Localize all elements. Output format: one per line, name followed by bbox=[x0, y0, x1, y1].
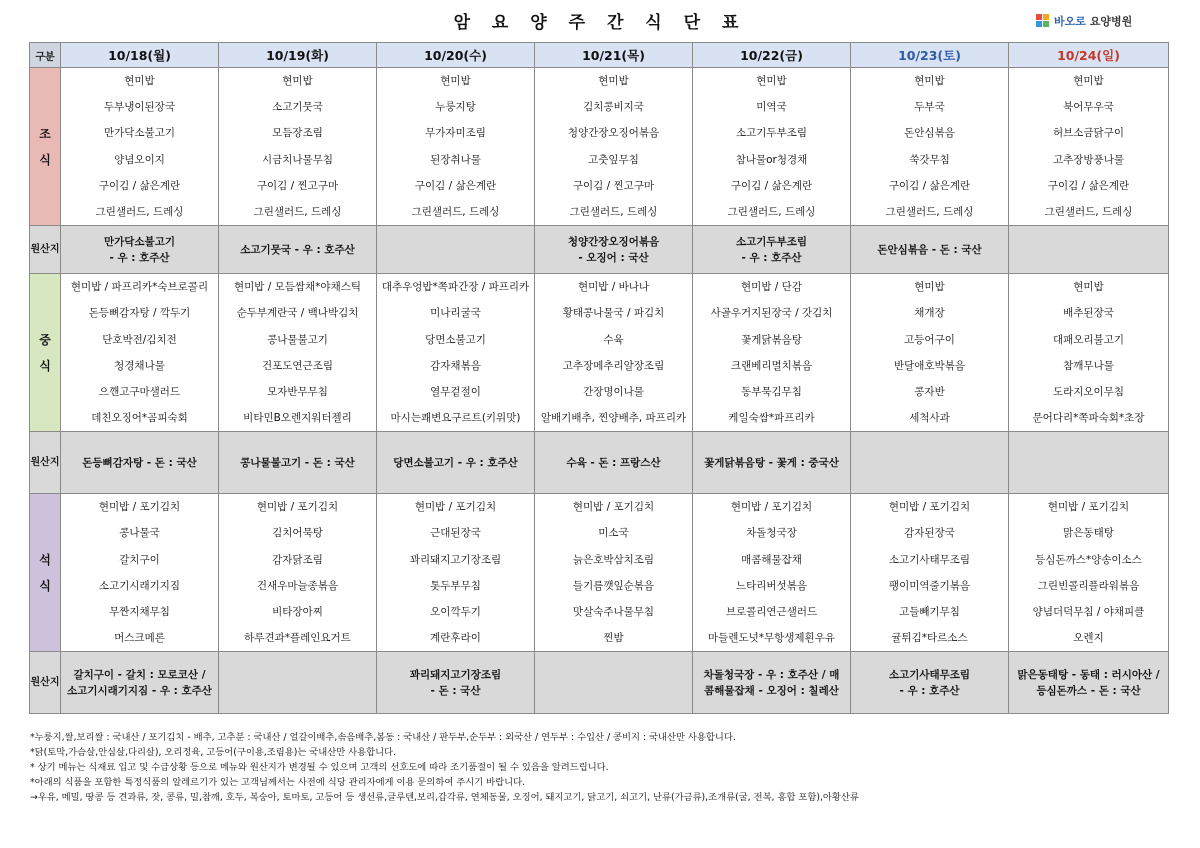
dish-item: 그린샐러드, 드레싱 bbox=[95, 205, 184, 218]
dinner-label bbox=[30, 494, 61, 652]
dinner-origin-cell bbox=[1009, 652, 1169, 714]
dinner-cell bbox=[693, 494, 851, 652]
dish-item: 고춧잎무침 bbox=[588, 153, 639, 166]
lunch-origin-cell bbox=[377, 432, 535, 494]
origin-line: 꽃게닭볶음탕 - 꽃게 : 중국산 bbox=[704, 456, 839, 469]
dish-item: 현미밥 / 단감 bbox=[741, 281, 802, 294]
dish-item: 건포도연근조림 bbox=[261, 359, 333, 372]
breakfast-cell bbox=[693, 68, 851, 226]
dish-item: 늙은호박삼치조림 bbox=[572, 553, 655, 566]
label-char: 지 bbox=[49, 243, 60, 255]
origin-line: 맑은동태탕 - 동태 : 러시아산 / bbox=[1017, 668, 1160, 681]
dish-item: 등심돈까스*양송이소스 bbox=[1035, 553, 1142, 566]
breakfast-origin-cell bbox=[851, 226, 1009, 274]
dish-item: 청경채나물 bbox=[114, 359, 165, 372]
note-line: * 상기 메뉴는 식재료 입고 및 수급상황 등으로 메뉴와 원산지가 변경될 수 있으며 고객의 선호도에 따라 조기품절이 될 수 있음을 알려드립니다. bbox=[30, 762, 609, 773]
origin-line: 꽈리돼지고기장조림 bbox=[409, 668, 502, 681]
lunch-origin-cell bbox=[219, 432, 377, 494]
dish-item: 콩나물국 bbox=[119, 527, 160, 540]
label-char: 식 bbox=[39, 358, 51, 373]
lunch-label bbox=[30, 274, 61, 432]
dish-item: 구이김 / 삶은계란 bbox=[98, 179, 181, 192]
origin-line: 소고기사태무조림 bbox=[888, 668, 971, 681]
origin-line: 차돌청국장 - 우 : 호주산 / 매 bbox=[703, 668, 840, 681]
lunch-cell bbox=[1009, 274, 1169, 432]
dish-item: 무가자미조림 bbox=[425, 127, 486, 140]
dish-item: 소고기뭇국 bbox=[272, 101, 323, 114]
dinner-cell bbox=[851, 494, 1009, 652]
origin-line: 당면소불고기 - 우 : 호주산 bbox=[393, 456, 518, 469]
dish-item: 구이김 / 삶은계란 bbox=[414, 179, 497, 192]
dish-item: 모듬장조림 bbox=[272, 127, 323, 140]
dish-item: 현미밥 / 포기김치 bbox=[888, 501, 971, 514]
dish-item: 현미밥 bbox=[756, 75, 787, 87]
origin-line: 콤해물잡채 - 오징어 : 칠레산 bbox=[704, 684, 839, 697]
day-header-sunday: 10/24(일) bbox=[1009, 43, 1169, 68]
dish-item: 고추장메추리알장조림 bbox=[562, 359, 665, 372]
dish-item: 무짠지채무침 bbox=[109, 606, 170, 618]
dish-item: 현미밥 / 포기김치 bbox=[98, 501, 181, 514]
label-char: 지 bbox=[49, 456, 60, 468]
lunch-origin-cell bbox=[61, 432, 219, 494]
dish-item: 단호박전/김치전 bbox=[102, 333, 177, 346]
day-header: 10/21(목) bbox=[535, 43, 693, 68]
day-header: 10/20(수) bbox=[377, 43, 535, 68]
dish-item: 구이김 / 찐고구마 bbox=[256, 179, 339, 192]
lunch-cell bbox=[851, 274, 1009, 432]
dish-item: 고추장방풍나물 bbox=[1052, 153, 1124, 166]
origin-line: - 돈 : 국산 bbox=[430, 684, 481, 697]
dish-item: 소고기사태무조림 bbox=[888, 553, 971, 566]
dish-item: 매콤해물잡채 bbox=[741, 553, 802, 566]
label-char: 식 bbox=[39, 152, 51, 167]
dish-item: 현미밥 / 포기김치 bbox=[414, 501, 497, 514]
dish-item: 청양간장오징어볶음 bbox=[567, 127, 660, 140]
dish-item: 현미밥 bbox=[282, 75, 313, 87]
dish-item: 맛살숙주나물무침 bbox=[572, 606, 655, 618]
label-char: 조 bbox=[39, 126, 51, 141]
breakfast-row bbox=[30, 68, 1169, 226]
dish-item: 고등어구이 bbox=[904, 333, 955, 346]
lunch-origin-cell bbox=[1009, 432, 1169, 494]
lunch-origin-cell bbox=[535, 432, 693, 494]
dish-item: 소고기두부조림 bbox=[735, 127, 807, 140]
dinner-origin-cell bbox=[61, 652, 219, 714]
dish-item: 감자채볶음 bbox=[430, 359, 481, 372]
dish-item: 누룽지탕 bbox=[435, 101, 476, 114]
dish-item: 마시는쾌변요구르트(키위맛) bbox=[390, 412, 521, 425]
dish-item: 오이깍두기 bbox=[430, 606, 481, 618]
lunch-cell bbox=[61, 274, 219, 432]
origin-line: 소고기뭇국 - 우 : 호주산 bbox=[240, 243, 355, 256]
note-line: *아래의 식품을 포함한 특정식품의 알레르기가 있는 고객님께서는 사전에 식당 관리자에게 이용 문의하여 주시기 바랍니다. bbox=[30, 777, 526, 788]
dish-item: 모자반무무침 bbox=[267, 385, 328, 398]
dish-item: 케일숙쌈*파프리카 bbox=[728, 412, 815, 425]
dish-item: 채개장 bbox=[914, 307, 945, 320]
dinner-origin-cell bbox=[693, 652, 851, 714]
header-row bbox=[30, 43, 1169, 68]
dish-item: 현미밥 bbox=[1073, 281, 1104, 294]
label-char: 산 bbox=[40, 456, 50, 468]
lunch-cell bbox=[377, 274, 535, 432]
dish-item: 현미밥 / 모듬쌈채*야채스틱 bbox=[233, 281, 362, 294]
dish-item: 미역국 bbox=[756, 101, 787, 114]
dish-item: 세척사과 bbox=[909, 412, 950, 425]
day-header-saturday: 10/23(토) bbox=[851, 43, 1009, 68]
dish-item: 브로콜리연근샐러드 bbox=[725, 606, 818, 618]
label-char: 원 bbox=[30, 243, 41, 255]
dish-item: 으깬고구마샐러드 bbox=[98, 385, 181, 398]
dish-item: 그린샐러드, 드레싱 bbox=[1044, 205, 1133, 218]
note-line: *누룽지,쌀,보리쌀 : 국내산 / 포기김치 - 배추, 고추분 : 국내산 / 얼갈이배추,솎음배추,봄동 : 국내산 / 판두부,순두부 : 외국산 / 연두부 : 수입산 / 콩비지 : 국내산만 사용합니다. bbox=[30, 732, 736, 743]
dish-item: 양념오이지 bbox=[114, 153, 165, 166]
day-header: 10/19(화) bbox=[219, 43, 377, 68]
lunch-cell bbox=[219, 274, 377, 432]
dinner-cell bbox=[61, 494, 219, 652]
dish-item: 순두부계란국 / 백나박김치 bbox=[236, 307, 359, 320]
dish-item: 대추우엉밥*쪽파간장 / 파프리카 bbox=[381, 281, 530, 294]
dinner-origin-label bbox=[30, 652, 61, 714]
breakfast-label bbox=[30, 68, 61, 226]
dish-item: 콩나물불고기 bbox=[267, 333, 328, 346]
breakfast-origin-cell bbox=[61, 226, 219, 274]
dish-item: 감자된장국 bbox=[904, 527, 955, 540]
dish-item: 계란후라이 bbox=[430, 632, 481, 645]
dish-item: 감자닭조림 bbox=[272, 553, 323, 566]
label-char: 산 bbox=[40, 676, 50, 688]
origin-line: 등심돈까스 - 돈 : 국산 bbox=[1036, 684, 1141, 697]
dish-item: 찐밤 bbox=[603, 632, 624, 645]
origin-line: 수육 - 돈 : 프랑스산 bbox=[566, 456, 661, 469]
label-char: 지 bbox=[49, 676, 60, 688]
breakfast-origin-row bbox=[30, 226, 1169, 274]
dish-item: 참나물or청경채 bbox=[735, 153, 808, 166]
label-char: 식 bbox=[39, 578, 51, 593]
lunch-cell bbox=[693, 274, 851, 432]
lunch-origin-row bbox=[30, 432, 1169, 494]
dish-item: 수육 bbox=[603, 333, 624, 346]
note-line: →우유, 메밀, 땅콩 등 견과류, 잣, 콩류, 밀,참깨, 호두, 복숭아, 토마토, 고등어 등 생선류,글루텐,보리,갑각류, 연체동물, 오징어, 돼지고기, 닭고기, 쇠고기, 난류(가금류),조개류(굴, 전복, 홍합 포함),아황산류 bbox=[30, 792, 859, 803]
dish-item: 만가닥소불고기 bbox=[103, 127, 175, 140]
page-title: 암 요 양 주 간 식 단 표 bbox=[453, 13, 747, 33]
dish-item: 소고기시래기지짐 bbox=[98, 579, 181, 592]
label-char: 석 bbox=[39, 552, 51, 567]
logo-icon bbox=[1036, 14, 1050, 28]
dish-item: 현미밥 / 포기김치 bbox=[730, 501, 813, 514]
dish-item: 돈안심볶음 bbox=[904, 127, 955, 140]
dish-item: 알배기배추, 찐양배추, 파프리카 bbox=[540, 412, 687, 425]
dinner-origin-cell bbox=[219, 652, 377, 714]
day-header: 10/18(월) bbox=[61, 43, 219, 68]
dish-item: 그린샐러드, 드레싱 bbox=[885, 205, 974, 218]
dish-item: 현미밥 bbox=[1073, 75, 1104, 87]
dish-item: 현미밥 / 바나나 bbox=[577, 281, 650, 294]
label-char: 중 bbox=[39, 332, 51, 347]
breakfast-cell bbox=[1009, 68, 1169, 226]
dish-item: 사골우거지된장국 / 갓김치 bbox=[710, 307, 833, 320]
dish-item: 현미밥 bbox=[124, 75, 155, 87]
dish-item: 머스크메론 bbox=[114, 632, 165, 645]
dish-item: 그린샐러드, 드레싱 bbox=[569, 205, 658, 218]
origin-line: - 오징어 : 국산 bbox=[578, 251, 649, 264]
dish-item: 데친오징어*곰피숙회 bbox=[91, 412, 188, 425]
dish-item: 그린샐러드, 드레싱 bbox=[727, 205, 816, 218]
dish-item: 느타리버섯볶음 bbox=[735, 579, 807, 592]
dish-item: 톳두부무침 bbox=[430, 579, 481, 592]
breakfast-origin-label bbox=[30, 226, 61, 274]
dish-item: 현미밥 / 파프리카*숙브로콜리 bbox=[70, 281, 209, 294]
dish-item: 비타장아찌 bbox=[272, 606, 323, 618]
dish-item: 미소국 bbox=[598, 527, 629, 540]
dish-item: 도라지오이무침 bbox=[1052, 385, 1124, 398]
dinner-origin-cell bbox=[851, 652, 1009, 714]
origin-line: 소고기두부조림 bbox=[735, 235, 807, 248]
dish-item: 김치콩비지국 bbox=[583, 101, 644, 114]
dinner-cell bbox=[1009, 494, 1169, 652]
dish-item: 꽈리돼지고기장조림 bbox=[409, 553, 502, 566]
dish-item: 북어무우국 bbox=[1063, 101, 1114, 114]
dish-item: 현미밥 / 포기김치 bbox=[1047, 501, 1130, 514]
dish-item: 콩자반 bbox=[914, 385, 945, 398]
dish-item: 하루견과*플레인요거트 bbox=[244, 632, 351, 645]
origin-line: - 우 : 호주산 bbox=[899, 684, 960, 697]
dish-item: 근대된장국 bbox=[430, 527, 481, 540]
breakfast-cell bbox=[61, 68, 219, 226]
origin-line: 만가닥소불고기 bbox=[103, 235, 175, 248]
gubun-header: 구분 bbox=[30, 43, 61, 68]
logo-text: 바오로 요양병원 bbox=[1054, 15, 1133, 28]
dish-item: 간장명이나물 bbox=[583, 385, 644, 398]
hospital-logo bbox=[1036, 10, 1132, 32]
dish-item: 허브소금닭구이 bbox=[1052, 127, 1124, 140]
day-header: 10/22(금) bbox=[693, 43, 851, 68]
dish-item: 당면소불고기 bbox=[425, 333, 486, 346]
note-line: *닭(토막,가슴살,안심살,다리살), 오리정육, 고등어(구이용,조림용)는 국내산만 사용합니다. bbox=[30, 747, 396, 758]
origin-line: 갈치구이 - 갈치 : 모로코산 / bbox=[73, 668, 206, 681]
breakfast-origin-cell bbox=[219, 226, 377, 274]
dinner-origin-cell bbox=[535, 652, 693, 714]
notes bbox=[30, 730, 1170, 805]
dish-item: 양념더덕무침 / 야채피클 bbox=[1032, 606, 1145, 618]
dish-item: 현미밥 / 포기김치 bbox=[572, 501, 655, 514]
dish-item: 마들렌도넛*무항생제흰우유 bbox=[708, 632, 835, 645]
dish-item: 팽이미역줄기볶음 bbox=[888, 579, 971, 592]
lunch-origin-cell bbox=[693, 432, 851, 494]
dish-item: 두부냉이된장국 bbox=[103, 101, 175, 114]
dish-item: 그린빈콜리플라워볶음 bbox=[1037, 579, 1140, 592]
dish-item: 건새우마늘종볶음 bbox=[256, 579, 339, 592]
lunch-origin-label bbox=[30, 432, 61, 494]
dish-item: 구이김 / 삶은계란 bbox=[888, 179, 971, 192]
weekly-menu-table bbox=[29, 42, 1169, 714]
origin-line: 콩나물불고기 - 돈 : 국산 bbox=[240, 456, 355, 469]
label-char: 산 bbox=[40, 243, 50, 255]
dish-item: 동부묵김무침 bbox=[741, 385, 802, 398]
dish-item: 김치어묵탕 bbox=[272, 527, 323, 540]
origin-line: 돈안심볶음 - 돈 : 국산 bbox=[877, 243, 982, 256]
dish-item: 현미밥 bbox=[598, 75, 629, 87]
origin-line: - 우 : 호주산 bbox=[741, 251, 802, 264]
lunch-origin-cell bbox=[851, 432, 1009, 494]
dish-item: 맑은동태탕 bbox=[1063, 527, 1114, 540]
dish-item: 구이김 / 삶은계란 bbox=[730, 179, 813, 192]
breakfast-origin-cell bbox=[377, 226, 535, 274]
dish-item: 구이김 / 찐고구마 bbox=[572, 179, 655, 192]
dish-item: 배추된장국 bbox=[1063, 307, 1114, 320]
breakfast-cell bbox=[535, 68, 693, 226]
dish-item: 대패오리불고기 bbox=[1052, 333, 1124, 346]
dinner-cell bbox=[535, 494, 693, 652]
dish-item: 참깨무나물 bbox=[1063, 359, 1114, 372]
lunch-row bbox=[30, 274, 1169, 432]
dish-item: 크랜베리멸치볶음 bbox=[730, 359, 813, 372]
dish-item: 갈치구이 bbox=[119, 553, 160, 566]
dish-item: 된장취나물 bbox=[430, 153, 481, 166]
dish-item: 그린샐러드, 드레싱 bbox=[411, 205, 500, 218]
label-char: 원 bbox=[30, 676, 41, 688]
dish-item: 고들빼기무침 bbox=[899, 606, 960, 618]
breakfast-cell bbox=[377, 68, 535, 226]
dinner-row bbox=[30, 494, 1169, 652]
breakfast-origin-cell bbox=[693, 226, 851, 274]
dinner-origin-cell bbox=[377, 652, 535, 714]
dish-item: 두부국 bbox=[914, 101, 945, 114]
dish-item: 비타민B오렌지워터젤리 bbox=[243, 412, 352, 425]
breakfast-cell bbox=[851, 68, 1009, 226]
dish-item: 꽃게닭볶음탕 bbox=[741, 333, 802, 346]
dish-item: 현미밥 bbox=[440, 75, 471, 87]
dish-item: 들기름깻잎순볶음 bbox=[572, 579, 655, 592]
dish-item: 그린샐러드, 드레싱 bbox=[253, 205, 342, 218]
label-char: 원 bbox=[30, 456, 41, 468]
dish-item: 쑥갓무침 bbox=[909, 153, 950, 166]
lunch-cell bbox=[535, 274, 693, 432]
dish-item: 구이김 / 삶은계란 bbox=[1047, 179, 1130, 192]
dinner-cell bbox=[219, 494, 377, 652]
breakfast-origin-cell bbox=[535, 226, 693, 274]
origin-line: 소고기시래기지짐 - 우 : 호주산 bbox=[67, 684, 212, 697]
dish-item: 차돌청국장 bbox=[746, 527, 797, 540]
dish-item: 오렌지 bbox=[1073, 632, 1104, 645]
breakfast-origin-cell bbox=[1009, 226, 1169, 274]
dish-item: 미나리굴국 bbox=[430, 307, 481, 320]
dish-item: 현미밥 bbox=[914, 75, 945, 87]
dish-item: 시금치나물무침 bbox=[261, 153, 333, 166]
dinner-origin-row bbox=[30, 652, 1169, 714]
dish-item: 열무겉절이 bbox=[430, 385, 481, 398]
dish-item: 귤튀김*타르소스 bbox=[891, 632, 968, 645]
origin-line: 청양간장오징어볶음 bbox=[567, 235, 660, 248]
dish-item: 현미밥 / 포기김치 bbox=[256, 501, 339, 514]
dish-item: 문어다리*쪽파숙회*초장 bbox=[1032, 412, 1145, 425]
origin-line: - 우 : 호주산 bbox=[109, 251, 170, 264]
dish-item: 황태콩나물국 / 파김치 bbox=[562, 307, 665, 320]
dinner-cell bbox=[377, 494, 535, 652]
dish-item: 현미밥 bbox=[914, 281, 945, 294]
breakfast-cell bbox=[219, 68, 377, 226]
origin-line: 돈등뼈감자탕 - 돈 : 국산 bbox=[82, 456, 197, 469]
dish-item: 돈등뼈감자탕 / 깍두기 bbox=[88, 307, 191, 320]
dish-item: 반달애호박볶음 bbox=[893, 359, 965, 372]
